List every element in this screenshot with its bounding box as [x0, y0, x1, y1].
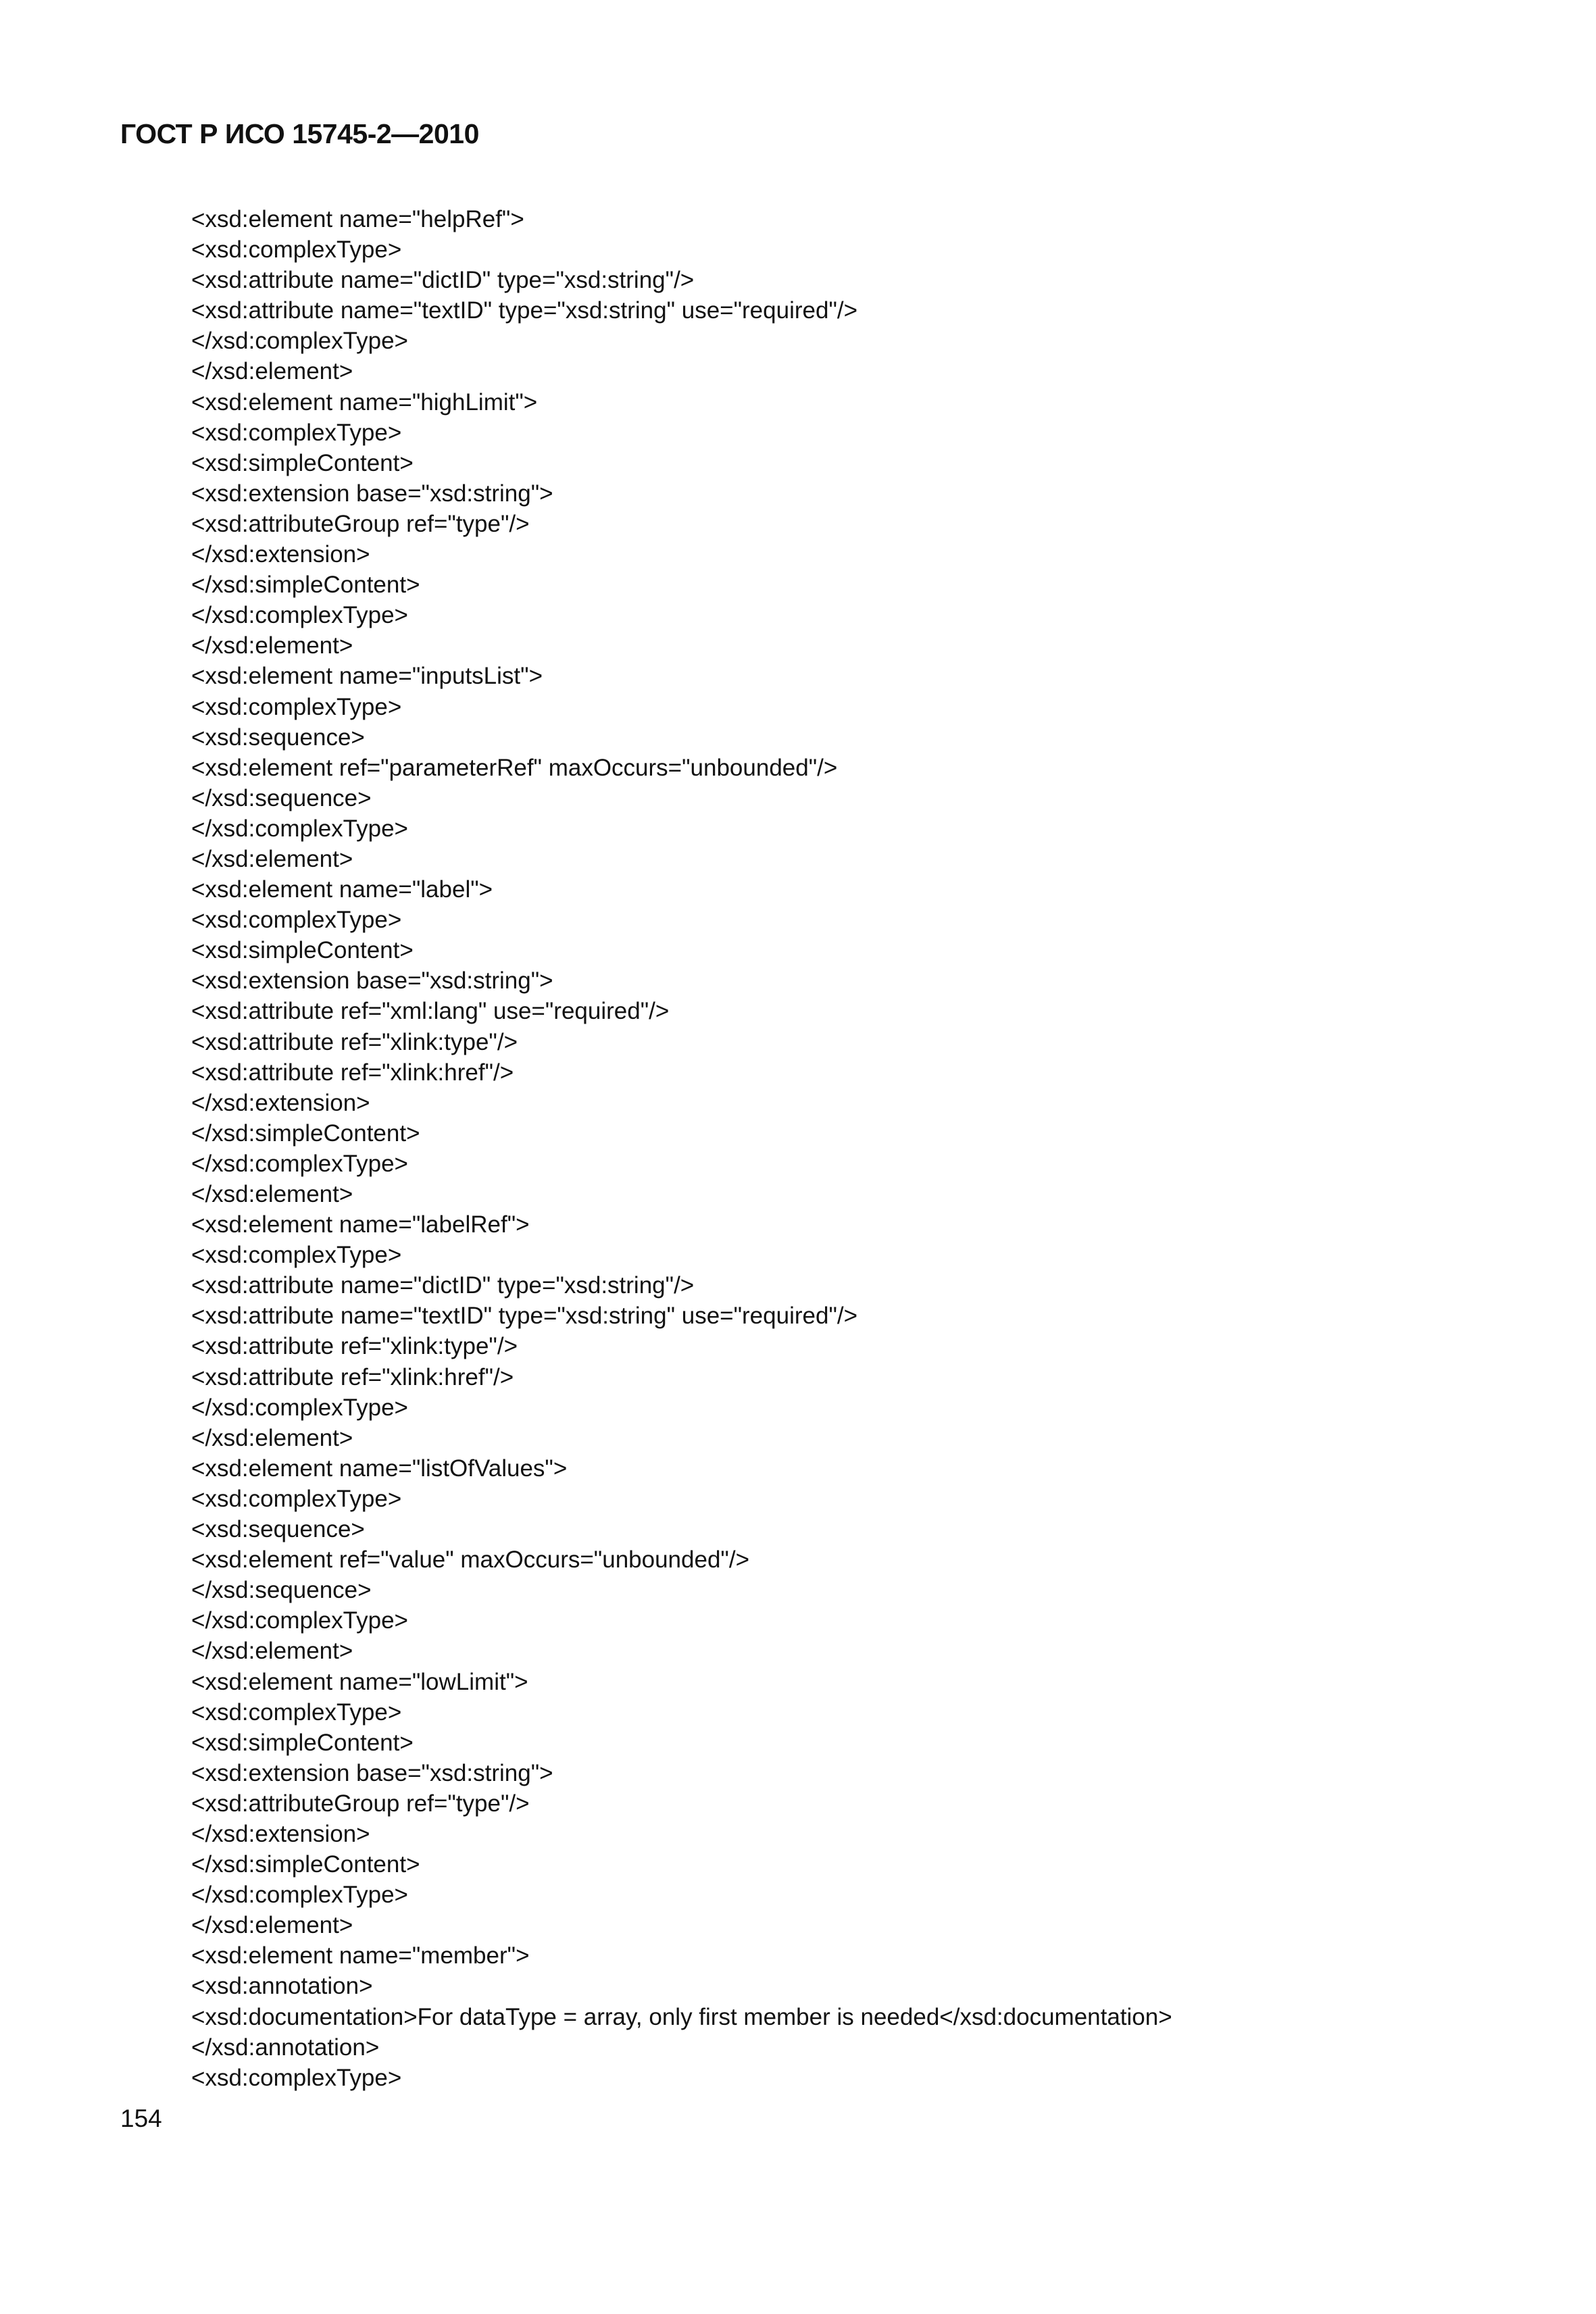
- code-line: <xsd:extension base="xsd:string">: [191, 1759, 553, 1786]
- code-line: <xsd:sequence>: [191, 724, 365, 751]
- code-line: <xsd:complexType>: [191, 1699, 402, 1726]
- code-line: <xsd:extension base="xsd:string">: [191, 967, 553, 995]
- code-line: <xsd:attributeGroup ref="type"/>: [191, 1790, 530, 1817]
- code-line: <xsd:element name="highLimit">: [191, 388, 538, 416]
- code-line: </xsd:complexType>: [191, 1882, 408, 1909]
- code-line: </xsd:element>: [191, 632, 353, 659]
- code-line: <xsd:attribute name="dictID" type="xsd:string"/>: [191, 1272, 695, 1299]
- code-line: </xsd:complexType>: [191, 328, 408, 355]
- code-line: <xsd:attribute ref="xlink:type"/>: [191, 1028, 518, 1055]
- code-line: <xsd:simpleContent>: [191, 937, 414, 964]
- code-line: <xsd:element name="member">: [191, 1942, 530, 1969]
- code-line: <xsd:documentation>For dataType = array, only first member is needed</xsd:documentation>: [191, 2003, 1172, 2030]
- code-line: </xsd:element>: [191, 358, 353, 385]
- code-line: </xsd:complexType>: [191, 815, 408, 842]
- code-line: </xsd:sequence>: [191, 1577, 372, 1604]
- code-line: </xsd:extension>: [191, 1089, 370, 1116]
- code-line: <xsd:attributeGroup ref="type"/>: [191, 510, 530, 537]
- code-line: <xsd:complexType>: [191, 236, 402, 263]
- code-line: <xsd:element name="labelRef">: [191, 1211, 530, 1238]
- code-line: </xsd:sequence>: [191, 784, 372, 811]
- code-line: <xsd:complexType>: [191, 419, 402, 446]
- code-line: <xsd:annotation>: [191, 1973, 373, 2000]
- code-line: <xsd:attribute name="textID" type="xsd:string" use="required"/>: [191, 297, 858, 324]
- code-line: <xsd:attribute ref="xlink:type"/>: [191, 1333, 518, 1360]
- page-header-standard-id: ГОСТ Р ИСО 15745-2—2010: [120, 118, 479, 149]
- code-line: <xsd:simpleContent>: [191, 449, 414, 476]
- code-line: </xsd:element>: [191, 845, 353, 872]
- code-line: </xsd:complexType>: [191, 1394, 408, 1421]
- code-line: </xsd:extension>: [191, 541, 370, 568]
- code-line: </xsd:element>: [191, 1638, 353, 1665]
- code-line: <xsd:element name="inputsList">: [191, 663, 543, 690]
- code-line: </xsd:annotation>: [191, 2034, 380, 2061]
- code-line: </xsd:element>: [191, 1424, 353, 1451]
- code-line: </xsd:complexType>: [191, 1607, 408, 1634]
- code-line: <xsd:complexType>: [191, 907, 402, 934]
- code-line: <xsd:complexType>: [191, 2064, 402, 2091]
- code-line: <xsd:element name="label">: [191, 876, 493, 903]
- code-line: </xsd:simpleContent>: [191, 572, 420, 599]
- code-line: </xsd:complexType>: [191, 602, 408, 629]
- code-line: <xsd:complexType>: [191, 1242, 402, 1269]
- code-line: <xsd:element name="listOfValues">: [191, 1455, 568, 1482]
- code-line: <xsd:element name="lowLimit">: [191, 1668, 528, 1695]
- xsd-code-listing: [191, 204, 1172, 2093]
- code-line: <xsd:attribute name="dictID" type="xsd:string"/>: [191, 267, 695, 294]
- code-line: <xsd:element name="helpRef">: [191, 206, 524, 232]
- code-line: <xsd:element ref="value" maxOccurs="unbounded"/>: [191, 1546, 750, 1574]
- code-line: <xsd:complexType>: [191, 1485, 402, 1512]
- code-line: <xsd:attribute ref="xml:lang" use="required"/>: [191, 998, 670, 1025]
- code-line: <xsd:sequence>: [191, 1516, 365, 1543]
- code-line: <xsd:element ref="parameterRef" maxOccurs="unbounded"/>: [191, 754, 838, 781]
- page-number: 154: [120, 2105, 162, 2132]
- code-line: </xsd:element>: [191, 1181, 353, 1207]
- code-line: </xsd:complexType>: [191, 1150, 408, 1177]
- code-line: </xsd:extension>: [191, 1820, 370, 1847]
- code-line: </xsd:simpleContent>: [191, 1851, 420, 1878]
- code-line: <xsd:complexType>: [191, 693, 402, 720]
- code-line: <xsd:simpleContent>: [191, 1729, 414, 1756]
- code-line: <xsd:attribute name="textID" type="xsd:string" use="required"/>: [191, 1303, 858, 1330]
- code-line: </xsd:simpleContent>: [191, 1120, 420, 1147]
- code-line: <xsd:attribute ref="xlink:href"/>: [191, 1059, 514, 1086]
- code-line: </xsd:element>: [191, 1912, 353, 1939]
- code-line: <xsd:attribute ref="xlink:href"/>: [191, 1363, 514, 1390]
- code-line: <xsd:extension base="xsd:string">: [191, 480, 553, 507]
